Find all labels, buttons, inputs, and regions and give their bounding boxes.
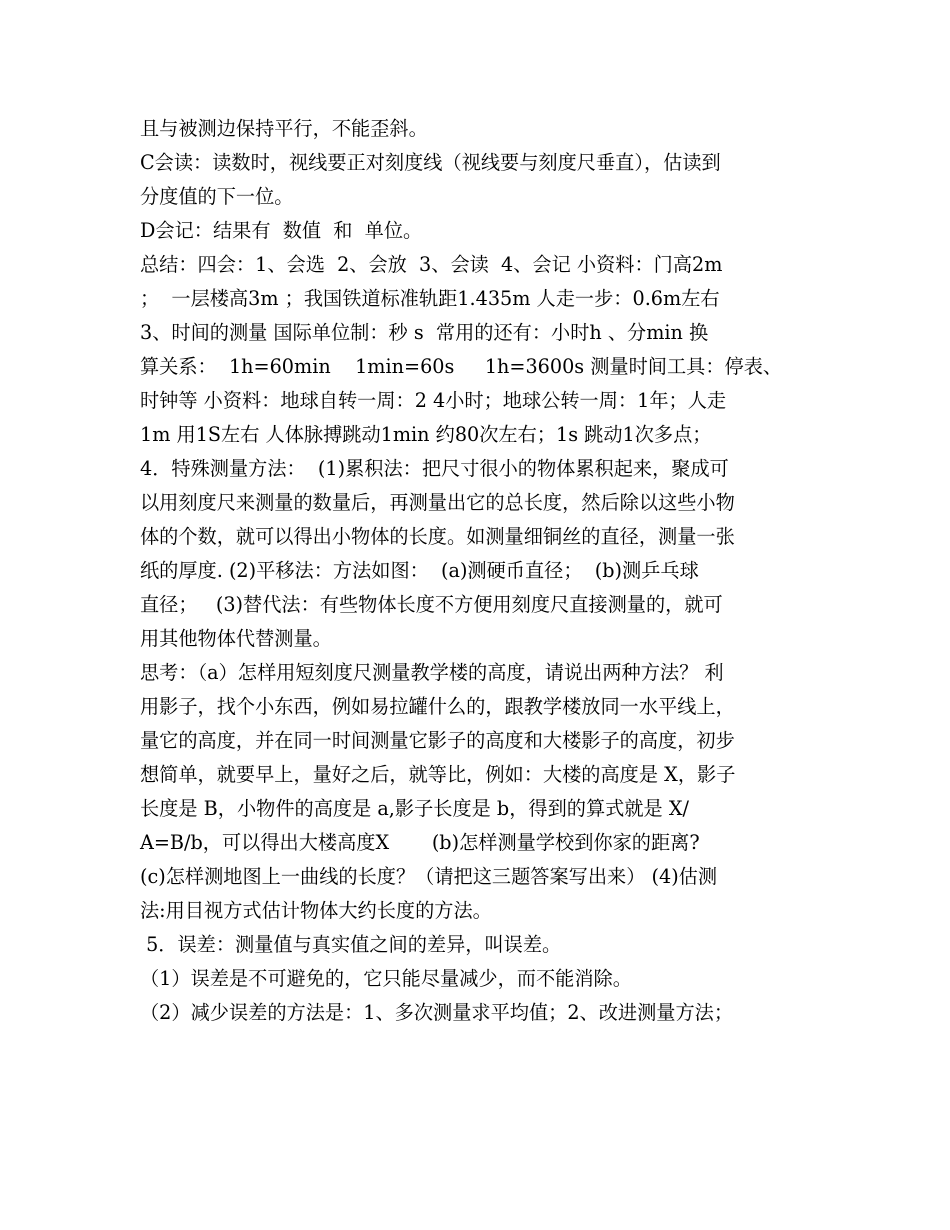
text-line: 想简单，就要早上，量好之后，就等比，例如：大楼的高度是 X，影子: [140, 763, 736, 786]
text-line: 1m 用1S左右 人体脉搏跳动1min 约80次左右；1s 跳动1次多点；: [140, 423, 712, 446]
text-line: A=B/b，可以得出大楼高度X (b)怎样测量学校到你家的距离?: [140, 831, 700, 854]
text-line: （2）减少误差的方法是：1、多次测量求平均值；2、改进测量方法；: [140, 1001, 734, 1024]
text-line: (c)怎样测地图上一曲线的长度？（请把这三题答案写出来） (4)估测: [140, 865, 718, 888]
text-line: 分度值的下一位。: [140, 185, 294, 208]
document-body: [140, 112, 820, 1030]
text-line: 体的个数，就可以得出小物体的长度。如测量细铜丝的直径，测量一张: [140, 525, 735, 548]
text-line: 4．特殊测量方法： (1)累积法：把尺寸很小的物体累积起来，聚成可: [140, 457, 729, 480]
text-line: ； 一层楼高3m ；我国铁道标准轨距1.435m 人走一步：0.6m左右: [140, 287, 720, 310]
text-line: （1）误差是不可避免的，它只能尽量减少，而不能消除。: [140, 967, 632, 990]
text-line: 3、时间的测量 国际单位制：秒 s 常用的还有：小时h 、分min 换: [140, 321, 709, 344]
text-line: 直径； (3)替代法：有些物体长度不方便用刻度尺直接测量的，就可: [140, 593, 723, 616]
text-line: 且与被测边保持平行，不能歪斜。: [140, 117, 428, 140]
text-line: 5．误差：测量值与真实值之间的差异，叫误差。: [140, 933, 562, 956]
text-line: D会记：结果有 数值 和 单位。: [140, 219, 423, 242]
text-line: 用其他物体代替测量。: [140, 627, 332, 650]
text-line: 长度是 B，小物件的高度是 a,影子长度是 b，得到的算式就是 X/: [140, 797, 689, 820]
text-line: 算关系： 1h=60min 1min=60s 1h=3600s 测量时间工具：停表、: [140, 355, 783, 378]
text-line: 以用刻度尺来测量的数量后，再测量出它的总长度，然后除以这些小物: [140, 491, 735, 514]
text-line: 纸的厚度. (2)平移法：方法如图： (a)测硬币直径； (b)测乒乓球: [140, 559, 699, 582]
text-line: 法:用目视方式估计物体大约长度的方法。: [140, 899, 492, 922]
text-line: C会读：读数时，视线要正对刻度线（视线要与刻度尺垂直），估读到: [140, 151, 721, 174]
text-line: 总结：四会：1、会选 2、会放 3、会读 4、会记 小资料：门高2m: [140, 253, 723, 276]
text-line: 用影子，找个小东西，例如易拉罐什么的，跟教学楼放同一水平线上，: [140, 695, 735, 718]
text-line: 时钟等 小资料：地球自转一周：2 4小时；地球公转一周：1年；人走: [140, 389, 727, 412]
text-line: 思考：（a）怎样用短刻度尺测量教学楼的高度，请说出两种方法？ 利: [140, 661, 724, 684]
text-line: 量它的高度，并在同一时间测量它影子的高度和大楼影子的高度，初步: [140, 729, 735, 752]
